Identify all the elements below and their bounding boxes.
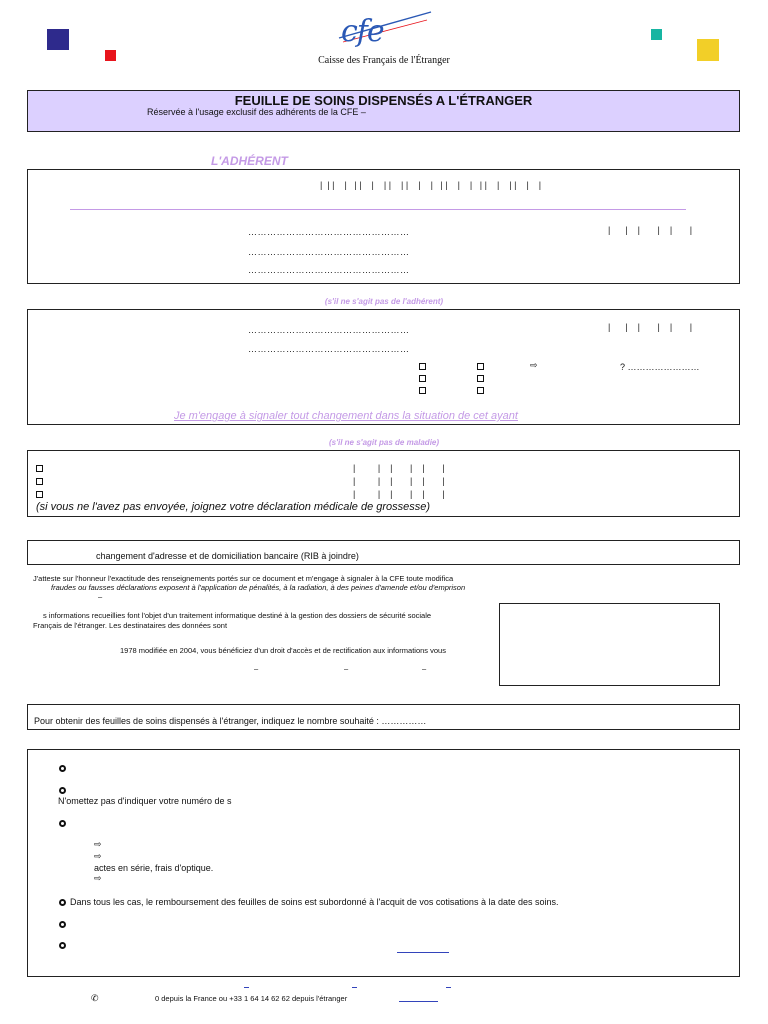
adherent-id-ticks: | | | | | | | | | | | | | | | | | | | | | | | | [320,180,542,190]
feuilles-text[interactable]: Pour obtenir des feuilles de soins dispensés à l'étranger, indiquez le nombre souhaité : …………… [34,716,427,726]
ayant-question[interactable]: ? …………………… [620,362,700,372]
footer-link-underline[interactable] [399,1001,438,1002]
arrow-right-icon: ⇨ [530,360,538,370]
ayant-droit-box [27,309,740,425]
page-subtitle: Réservée à l'usage exclusif des adhérents de la CFE – [147,107,366,117]
ayant-checkbox-2a[interactable] [419,375,426,382]
adherent-name-line [70,209,686,210]
maladie-note: (si vous ne l'avez pas envoyée, joignez votre déclaration médicale de grossesse) [36,501,431,513]
address-box [27,540,740,565]
ayant-droit-heading: (s'il ne s'agit pas de l'adhérent) [324,297,444,306]
link-underline[interactable] [397,952,449,953]
adherent-heading: L'ADHÉRENT [211,154,288,168]
yellow-square [697,39,719,61]
signature-box[interactable] [499,603,720,686]
ayant-checkbox-1b[interactable] [477,363,484,370]
org-name: Caisse des Français de l'Étranger [318,55,450,66]
maladie-checkbox-3[interactable] [36,491,43,498]
bullet-icon [59,899,66,906]
maladie-checkbox-2[interactable] [36,478,43,485]
ayant-checkbox-3b[interactable] [477,387,484,394]
bullet-icon [59,820,66,827]
ayant-notice: Je m'engage à signaler tout changement dans la situation de cet ayant [174,410,518,422]
maladie-heading: (s'il ne s'agit pas de maladie) [328,438,440,447]
maladie-box [27,450,740,517]
adherent-dots-3[interactable]: …………………………………………… [248,265,410,275]
title-box [27,90,740,132]
attestation-line-1: J'atteste sur l'honneur l'exactitude des renseignements portés sur ce document et m'engage à signaler à la CFE toute modifica [33,574,454,583]
ayant-dots-1[interactable]: …………………………………………… [248,325,410,335]
maladie-ticks-1: | | | | | | [353,463,445,473]
info-line-2: Français de l'étranger. Les destinataires des données sont [33,621,228,630]
attestation-line-2: fraudes ou fausses déclarations exposent à l'application de pénalités, à la radiation, à des peines d'amende et/ou d'emprison [51,583,466,592]
teal-square [651,29,662,40]
bullet-icon [59,942,66,949]
footer-link-underline[interactable] [244,987,249,988]
attestation-line-3: – [98,592,103,601]
instruction-numero: N'omettez pas d'indiquer votre numéro de s [58,796,232,806]
info-dash-1: – [254,664,259,673]
red-square [105,50,116,61]
page-title: FEUILLE DE SOINS DISPENSÉS A L'ÉTRANGER [234,93,533,108]
arrow-right-icon: ⇨ [94,851,102,861]
maladie-ticks-3: | | | | | | [353,489,445,499]
maladie-ticks-2: | | | | | | [353,476,445,486]
instructions-box [27,749,740,977]
bullet-icon [59,921,66,928]
adherent-short-ticks: | | | | | | [608,225,693,235]
info-dash-2: – [344,664,349,673]
info-dash-3: – [422,664,427,673]
arrow-right-icon: ⇨ [94,873,102,883]
ayant-checkbox-2b[interactable] [477,375,484,382]
ayant-short-ticks: | | | | | | [608,322,693,332]
instruction-remboursement: Dans tous les cas, le remboursement des feuilles de soins est subordonné à l'acquit de vos cotisations à la date des soins. [70,897,559,907]
ayant-checkbox-3a[interactable] [419,387,426,394]
info-line-1: s informations recueillies font l'objet d'un traitement informatique destiné à la gestion des dossiers de sécurité sociale [43,611,432,620]
footer-text: 0 depuis la France ou +33 1 64 14 62 62 depuis l'étranger [155,994,348,1003]
logo-text: cfe [341,14,384,49]
ayant-dots-2[interactable]: …………………………………………… [248,344,410,354]
navy-square [47,29,69,50]
maladie-checkbox-1[interactable] [36,465,43,472]
info-line-3: 1978 modifiée en 2004, vous bénéficiez d'un droit d'accès et de rectification aux informations vous [120,646,446,655]
cfe-logo [335,8,435,52]
bullet-icon [59,765,66,772]
instruction-actes: actes en série, frais d'optique. [94,863,214,873]
adherent-dots-1[interactable]: …………………………………………… [248,227,410,237]
adherent-dots-2[interactable]: …………………………………………… [248,247,410,257]
footer-link-underline[interactable] [352,987,357,988]
feuilles-box [27,704,740,730]
arrow-right-icon: ⇨ [94,839,102,849]
ayant-checkbox-1a[interactable] [419,363,426,370]
address-text: changement d'adresse et de domiciliation bancaire (RIB à joindre) [96,551,359,561]
bullet-icon [59,787,66,794]
footer-link-underline[interactable] [446,987,451,988]
adherent-box [27,169,740,284]
phone-icon: ✆ [91,993,99,1003]
